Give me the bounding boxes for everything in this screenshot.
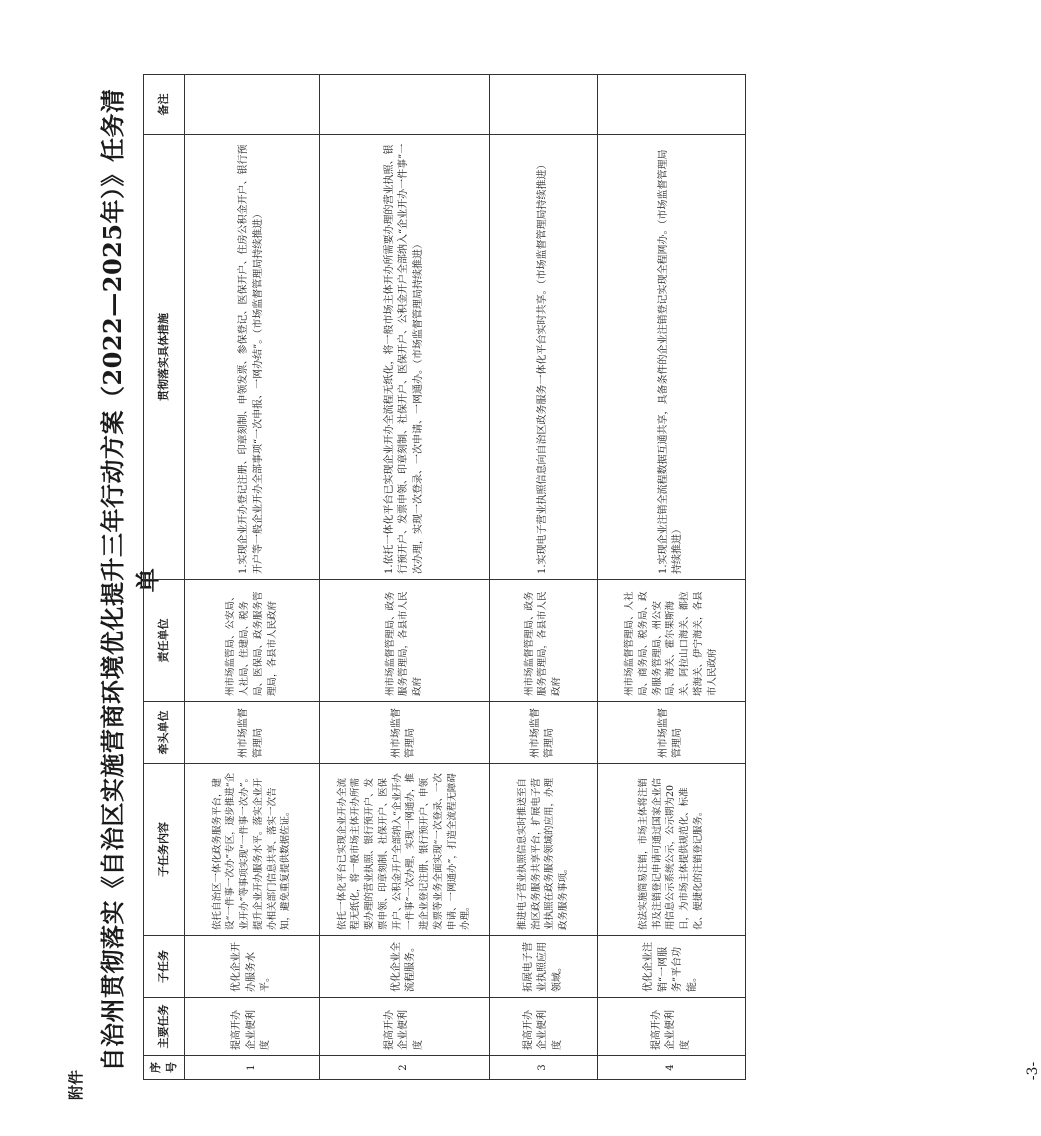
header-cell: 子任务 — [144, 936, 185, 998]
measures-cell: 1.实现电子营业执照信息向自治区政务服务一体化平台实时共享。（市场监督管理局持续推进） — [489, 135, 597, 580]
header-cell: 备注 — [144, 75, 185, 135]
lead-unit-cell: 州市场监督管理局 — [319, 702, 489, 764]
table-header-row — [144, 75, 185, 1080]
lead-unit-cell: 州市场监督管理局 — [184, 702, 319, 764]
measures-cell: 1.实现企业开办登记注册、印章刻制、申领发票、参保登记、医保开户、住房公积金开户、银行预开户等一般企业开办全部事项“一次申报、一网办结”。（市场监督管理局持续推进） — [184, 135, 319, 580]
row-number: 4 — [597, 1056, 745, 1080]
header-cell: 主要任务 — [144, 998, 185, 1056]
responsible-unit-cell: 州市场监督管理局、政务服务管理局，各县市人民政府 — [319, 580, 489, 702]
main-task-cell: 提高开办企业便利度 — [597, 998, 745, 1056]
page-number: -3- — [1025, 1061, 1041, 1081]
sub-task-content-cell: 推进电子营业执照信息实时推送至自治区政务服务共享平台，扩展电子营业执照在政务服务领域的应用，办理政务服务事项。 — [489, 764, 597, 936]
row-number: 2 — [319, 1056, 489, 1080]
table-row — [319, 75, 489, 1080]
note-cell — [319, 75, 489, 135]
note-cell — [489, 75, 597, 135]
lead-unit-cell: 州市场监督管理局 — [597, 702, 745, 764]
responsible-unit-cell: 州市场监督管理局、人社局、商务局、税务局、政务服务管理局、州公安局、海关、霍尔果斯海关、阿拉山口海关、都拉塔海关、伊宁海关，各县市人民政府 — [597, 580, 745, 702]
header-cell: 序号 — [144, 1056, 185, 1080]
document-title: 自治州贯彻落实《自治区实施营商环境优化提升三年行动方案（2022—2025年）》任务清单 — [98, 88, 162, 1072]
sub-task-cell: 优化企业注销“一网服务”平台功能。 — [597, 936, 745, 998]
row-number: 3 — [489, 1056, 597, 1080]
main-task-cell: 提高开办企业便利度 — [184, 998, 319, 1056]
row-number: 1 — [184, 1056, 319, 1080]
responsible-unit-cell: 州市场监管局、公安局、人社局、住建局、税务局、医保局、政务服务管理局，各县市人民政府 — [184, 580, 319, 702]
note-cell — [597, 75, 745, 135]
main-task-cell: 提高开办企业便利度 — [319, 998, 489, 1056]
rotated-content — [65, 50, 1041, 1100]
sub-task-cell: 拓展电子营业执照应用领域。 — [489, 936, 597, 998]
sub-task-content-cell: 依法实施简易注销，市场主体将注销书及注销登记申请可通过国家企业信用信息公示系统公示，公示期为20日，为市场主体提供规范化、标准化、便捷化的注销登记服务。 — [597, 764, 745, 936]
measures-cell: 1.依托一体化平台已实现企业开办全流程无纸化，将一般市场主体开办所需要办理的营业执照、银行预开户、发票申领、印章刻制、社保开户、医保开户、公积金开户全部纳入“企业开办一件事”一次办理，实现一次登录、一次申请、一网通办。（市场监督管理局持续推进） — [319, 135, 489, 580]
main-task-cell: 提高开办企业便利度 — [489, 998, 597, 1056]
sub-task-cell: 优化企业开办服务水平。 — [184, 936, 319, 998]
sub-task-content-cell: 依托自治区一体化政务服务平台，建设“一件事一次办”专区，逐步推进“企业开办”等事项实现“一件事一次办”。提升企业开办服务水平。落实企业开办相关部门信息共享、落实一次告知，避免重复提供数据佐证。 — [184, 764, 319, 936]
responsible-unit-cell: 州市场监督管理局、政务服务管理局，各县市人民政府 — [489, 580, 597, 702]
sub-task-content-cell: 依托一体化平台已实现企业开办全流程无纸化，将一般市场主体开办所需要办理的营业执照、银行预开户、发票申领、印章刻制、社保开户、医保开户、公积金开户全部纳入“企业开办一件事”一次办理，实现一网通办，推进企业登记注册、银行预开户、申领发票等业务全面实现“一次登录、一次申请、一网通办”，打造全流程无障碍办理。 — [319, 764, 489, 936]
table-row — [184, 75, 319, 1080]
table-row — [489, 75, 597, 1080]
header-cell: 牵头单位 — [144, 702, 185, 764]
attachment-label: 附件 — [67, 1069, 85, 1100]
header-cell: 贯彻落实具体措施 — [144, 135, 185, 580]
sub-task-cell: 优化企业全流程服务。 — [319, 936, 489, 998]
header-cell: 子任务内容 — [144, 764, 185, 936]
header-cell: 责任单位 — [144, 580, 185, 702]
table-row — [597, 75, 745, 1080]
measures-cell: 1.实现企业注销全流程数据互通共享，具备条件的企业注销登记实现全程网办。（市场监督管理局持续推进） — [597, 135, 745, 580]
lead-unit-cell: 州市场监督管理局 — [489, 702, 597, 764]
note-cell — [184, 75, 319, 135]
task-table — [143, 74, 746, 1080]
